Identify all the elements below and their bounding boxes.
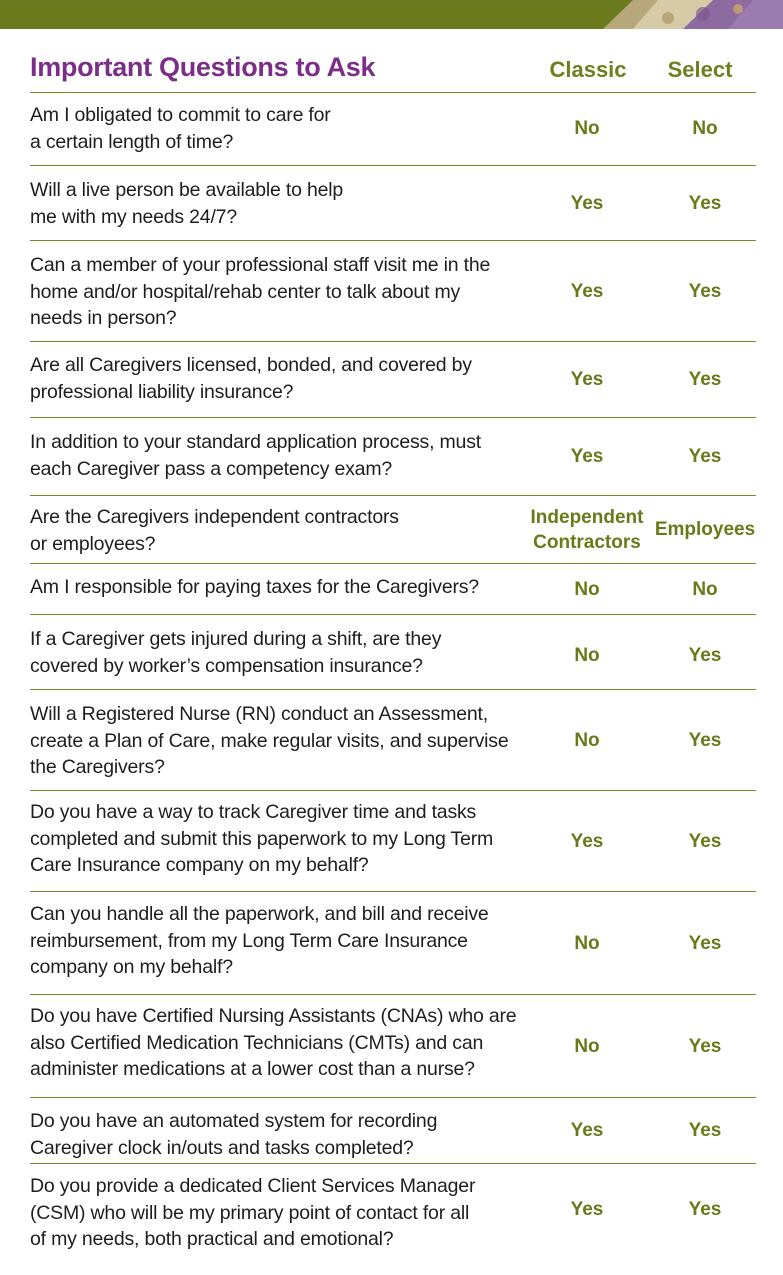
answer-line: Yes bbox=[688, 280, 722, 302]
question-line: the Caregivers? bbox=[30, 756, 165, 778]
question-line: If a Caregiver gets injured during a shift, are they bbox=[30, 628, 442, 650]
answer-classic bbox=[527, 892, 647, 994]
question-text bbox=[30, 252, 530, 332]
table-row bbox=[30, 995, 756, 1098]
question-line: Do you have a way to track Caregiver time and tasks bbox=[30, 801, 477, 823]
decorative-floral-art bbox=[563, 0, 783, 29]
question-line: Am I responsible for paying taxes for the Caregivers? bbox=[30, 576, 479, 598]
answer-line: Yes bbox=[570, 1120, 604, 1141]
question-line: company on my behalf? bbox=[30, 956, 233, 978]
question-text bbox=[30, 102, 530, 155]
answer-classic bbox=[527, 496, 647, 563]
column-header-classic: Classic bbox=[549, 57, 627, 82]
table-row bbox=[30, 564, 756, 615]
answer-line: Employees bbox=[654, 519, 756, 540]
column-header-select: Select bbox=[667, 57, 733, 82]
answer-line: Yes bbox=[570, 446, 604, 467]
answer-line: Yes bbox=[570, 280, 604, 302]
question-line: home and/or hospital/rehab center to talk about my bbox=[30, 280, 461, 303]
answer-line: No bbox=[692, 118, 718, 139]
answer-line: Yes bbox=[688, 932, 722, 954]
table-row bbox=[30, 1098, 756, 1164]
question-line: Can a member of your professional staff visit me in the bbox=[30, 254, 491, 276]
question-line: me with my needs 24/7? bbox=[30, 205, 237, 228]
answer-select bbox=[652, 342, 758, 417]
answer-line: Yes bbox=[688, 729, 722, 751]
question-line: create a Plan of Care, make regular visits, and supervise bbox=[30, 729, 509, 752]
answer-select bbox=[652, 892, 758, 994]
answer-line: Yes bbox=[688, 369, 722, 390]
table-row bbox=[30, 615, 756, 690]
question-text bbox=[30, 574, 530, 601]
question-line: needs in person? bbox=[30, 307, 177, 329]
answer-select bbox=[652, 690, 758, 790]
answer-line: Yes bbox=[688, 1120, 722, 1141]
question-line: Are the Caregivers independent contractors bbox=[30, 506, 399, 528]
answer-classic bbox=[527, 995, 647, 1097]
question-line: Are all Caregivers licensed, bonded, and covered by bbox=[30, 354, 472, 376]
answer-select bbox=[652, 1164, 758, 1254]
table-row bbox=[30, 241, 756, 342]
answer-classic bbox=[527, 1164, 647, 1254]
question-text bbox=[30, 701, 530, 781]
answer-select bbox=[652, 621, 758, 689]
answer-line: No bbox=[574, 932, 600, 954]
answer-select bbox=[652, 241, 758, 341]
answer-select bbox=[652, 1098, 758, 1163]
answer-line: Yes bbox=[688, 830, 722, 852]
answer-line: No bbox=[574, 1035, 600, 1057]
table-row bbox=[30, 690, 756, 791]
answer-classic bbox=[527, 342, 647, 417]
answer-line: Yes bbox=[688, 644, 722, 666]
question-line: professional liability insurance? bbox=[30, 380, 294, 403]
questions-table bbox=[30, 92, 756, 1254]
answer-classic bbox=[527, 564, 647, 614]
page-title: Important Questions to Ask bbox=[30, 52, 376, 82]
answer-classic bbox=[527, 418, 647, 495]
question-text bbox=[30, 429, 530, 482]
table-row bbox=[30, 166, 756, 241]
table-header bbox=[30, 52, 756, 93]
answer-line: Yes bbox=[570, 1198, 604, 1220]
table-row bbox=[30, 791, 756, 892]
answer-line: Contractors bbox=[533, 531, 641, 553]
question-text bbox=[30, 1003, 530, 1083]
answer-classic bbox=[527, 1098, 647, 1163]
answer-classic bbox=[527, 166, 647, 240]
question-line: Can you handle all the paperwork, and bill and receive bbox=[30, 903, 489, 925]
question-text bbox=[30, 626, 530, 679]
question-line: reimbursement, from my Long Term Care Insurance bbox=[30, 929, 468, 952]
answer-classic bbox=[527, 621, 647, 689]
top-color-band bbox=[0, 0, 783, 29]
question-text bbox=[30, 177, 530, 230]
question-line: (CSM) who will be my primary point of contact for all bbox=[30, 1201, 470, 1224]
answer-line: Yes bbox=[688, 1035, 722, 1057]
answer-line: No bbox=[574, 578, 600, 600]
question-text bbox=[30, 504, 530, 557]
question-text bbox=[30, 901, 530, 981]
question-line: Will a live person be available to help bbox=[30, 179, 344, 201]
answer-select bbox=[652, 166, 758, 240]
answer-line: Yes bbox=[570, 192, 604, 214]
question-line: Do you provide a dedicated Client Services Manager bbox=[30, 1175, 476, 1197]
answer-select bbox=[652, 496, 758, 563]
question-text bbox=[30, 799, 530, 879]
answer-classic bbox=[527, 241, 647, 341]
question-line: of my needs, both practical and emotional? bbox=[30, 1228, 394, 1250]
question-line: Do you have Certified Nursing Assistants (CNAs) who are bbox=[30, 1005, 517, 1027]
answer-classic bbox=[527, 92, 647, 165]
table-row bbox=[30, 418, 756, 496]
question-line: also Certified Medication Technicians (CMTs) and can bbox=[30, 1031, 484, 1054]
answer-select bbox=[652, 92, 758, 165]
answer-line: Independent bbox=[530, 506, 644, 528]
question-line: each Caregiver pass a competency exam? bbox=[30, 457, 393, 480]
question-line: a certain length of time? bbox=[30, 130, 234, 153]
question-line: Caregiver clock in/outs and tasks completed? bbox=[30, 1136, 414, 1159]
answer-line: Yes bbox=[688, 446, 722, 467]
question-line: Will a Registered Nurse (RN) conduct an Assessment, bbox=[30, 703, 488, 725]
answer-classic bbox=[527, 690, 647, 790]
question-line: administer medications at a lower cost than a nurse? bbox=[30, 1058, 475, 1080]
answer-select bbox=[652, 564, 758, 614]
answer-line: No bbox=[692, 578, 718, 600]
question-line: Care Insurance company on my behalf? bbox=[30, 854, 369, 876]
question-text bbox=[30, 352, 530, 405]
answer-line: Yes bbox=[570, 830, 604, 852]
answer-select bbox=[652, 418, 758, 495]
answer-line: Yes bbox=[688, 192, 722, 214]
answer-line: No bbox=[574, 729, 600, 751]
table-row bbox=[30, 342, 756, 418]
question-line: covered by worker’s compensation insurance? bbox=[30, 654, 423, 677]
question-line: Am I obligated to commit to care for bbox=[30, 104, 331, 126]
answer-classic bbox=[527, 791, 647, 891]
answer-line: Yes bbox=[570, 369, 604, 390]
question-line: or employees? bbox=[30, 532, 156, 555]
answer-line: No bbox=[574, 644, 600, 666]
question-text bbox=[30, 1173, 530, 1253]
table-row bbox=[30, 496, 756, 564]
answer-line: No bbox=[574, 118, 600, 139]
answer-line: Yes bbox=[688, 1198, 722, 1220]
answer-select bbox=[652, 995, 758, 1097]
question-text bbox=[30, 1108, 530, 1161]
question-line: Do you have an automated system for recording bbox=[30, 1110, 438, 1132]
answer-select bbox=[652, 791, 758, 891]
question-line: completed and submit this paperwork to my Long Term bbox=[30, 827, 494, 850]
question-line: In addition to your standard application process, must bbox=[30, 431, 481, 453]
table-row bbox=[30, 1164, 756, 1254]
table-row bbox=[30, 92, 756, 166]
table-row bbox=[30, 892, 756, 995]
